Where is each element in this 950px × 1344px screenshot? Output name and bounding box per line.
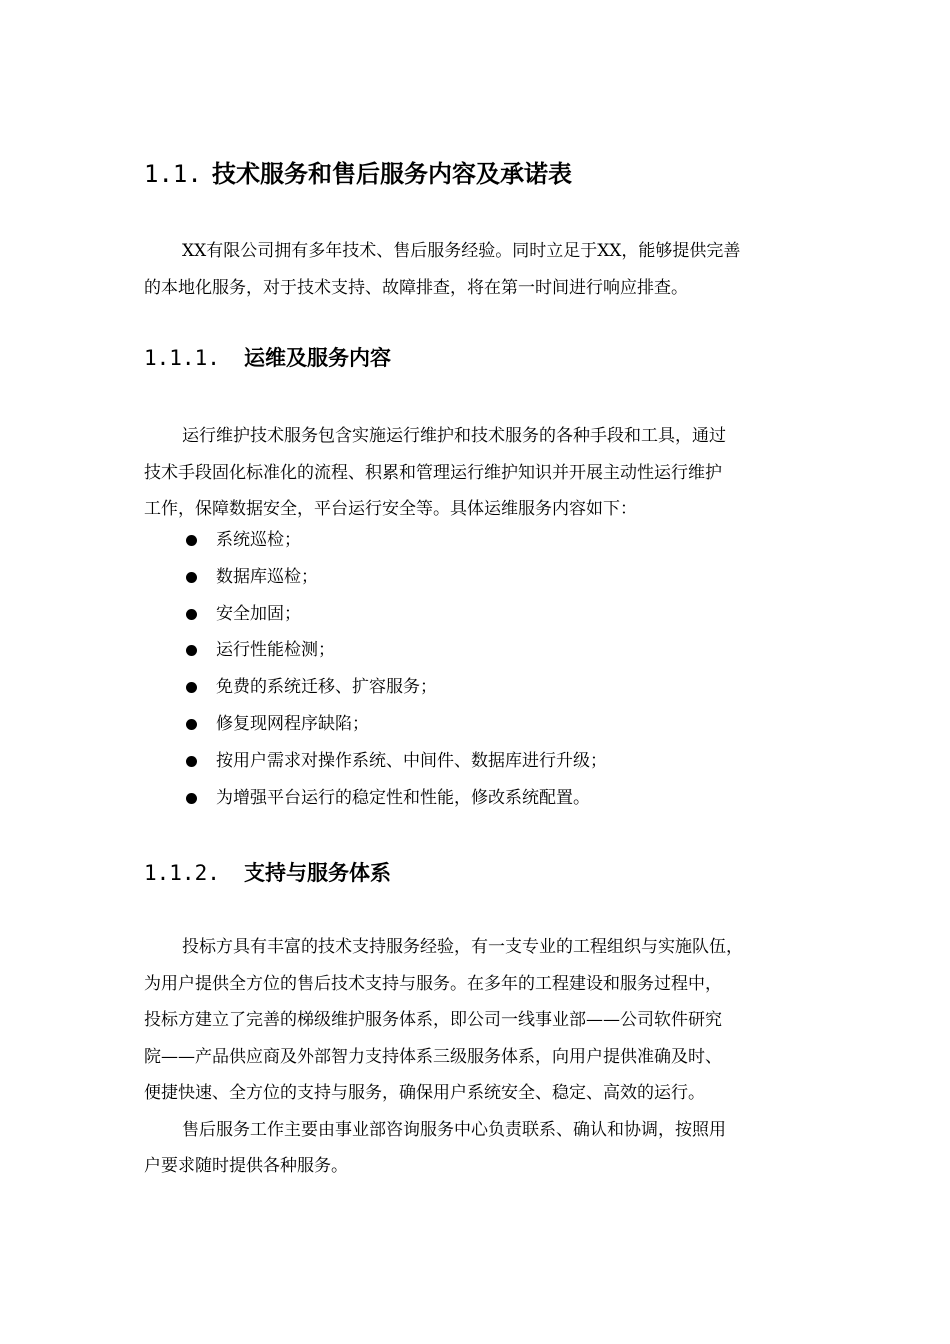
paragraph-line: 运行维护技术服务包含实施运行维护和技术服务的各种手段和工具，通过	[182, 426, 726, 446]
intro-paragraph	[144, 233, 808, 306]
list-item-text: 为增强平台运行的稳定性和性能，修改系统配置。	[216, 787, 590, 808]
list-item	[144, 743, 607, 780]
subsection-number: 1.1.1.	[144, 346, 220, 370]
list-item-text: 运行性能检测；	[216, 640, 335, 661]
list-item-text: 数据库巡检；	[216, 566, 318, 587]
list-item	[144, 522, 607, 559]
paragraph-line: 技术手段固化标准化的流程、积累和管理运行维护知识并开展主动性运行维护	[144, 462, 722, 483]
paragraph-line: 户要求随时提供各种服务。	[144, 1156, 348, 1176]
list-item	[144, 669, 607, 706]
list-item	[144, 596, 607, 633]
list-item	[144, 632, 607, 669]
subsection-heading-2	[144, 857, 391, 887]
list-item	[144, 559, 607, 596]
bullet-icon	[186, 756, 197, 767]
support-paragraph	[144, 929, 808, 1185]
paragraph-line: 的本地化服务，对于技术支持、故障排查，将在第一时间进行响应排查。	[144, 277, 688, 298]
list-item	[144, 706, 607, 743]
list-item-text: 安全加固；	[216, 603, 301, 624]
subsection-heading-1	[144, 342, 391, 372]
paragraph-line: 投标方具有丰富的技术支持服务经验，有一支专业的工程组织与实施队伍，	[182, 937, 743, 957]
paragraph-line: 为用户提供全方位的售后技术支持与服务。在多年的工程建设和服务过程中，	[144, 973, 722, 994]
paragraph-line: XX有限公司拥有多年技术、售后服务经验。同时立足于XX，能够提供完善	[182, 241, 741, 261]
list-item	[144, 780, 607, 817]
bullet-icon	[186, 793, 197, 804]
section-number: 1.1.	[144, 160, 202, 188]
section-heading	[144, 154, 572, 189]
bullet-icon	[186, 682, 197, 693]
subsection-title: 支持与服务体系	[244, 860, 391, 885]
service-bullet-list	[144, 522, 607, 816]
list-item-text: 修复现网程序缺陷；	[216, 713, 369, 734]
subsection-title: 运维及服务内容	[244, 345, 391, 370]
maintenance-paragraph	[144, 418, 808, 528]
subsection-number: 1.1.2.	[144, 861, 220, 885]
list-item-text: 免费的系统迁移、扩容服务；	[216, 677, 437, 698]
list-item-text: 按用户需求对操作系统、中间件、数据库进行升级；	[216, 750, 607, 771]
paragraph-line: 便捷快速、全方位的支持与服务，确保用户系统安全、稳定、高效的运行。	[144, 1083, 705, 1103]
paragraph-line: 院——产品供应商及外部智力支持体系三级服务体系，向用户提供准确及时、	[144, 1046, 722, 1067]
bullet-icon	[186, 719, 197, 730]
bullet-icon	[186, 609, 197, 620]
bullet-icon	[186, 572, 197, 583]
paragraph-line: 投标方建立了完善的梯级维护服务体系，即公司一线事业部——公司软件研究	[144, 1010, 722, 1030]
paragraph-line: 售后服务工作主要由事业部咨询服务中心负责联系、确认和协调，按照用	[182, 1119, 726, 1140]
bullet-icon	[186, 645, 197, 656]
list-item-text: 系统巡检；	[216, 530, 301, 550]
paragraph-line: 工作，保障数据安全，平台运行安全等。具体运维服务内容如下：	[144, 499, 637, 519]
bullet-icon	[186, 535, 197, 546]
section-title: 技术服务和售后服务内容及承诺表	[212, 159, 572, 188]
